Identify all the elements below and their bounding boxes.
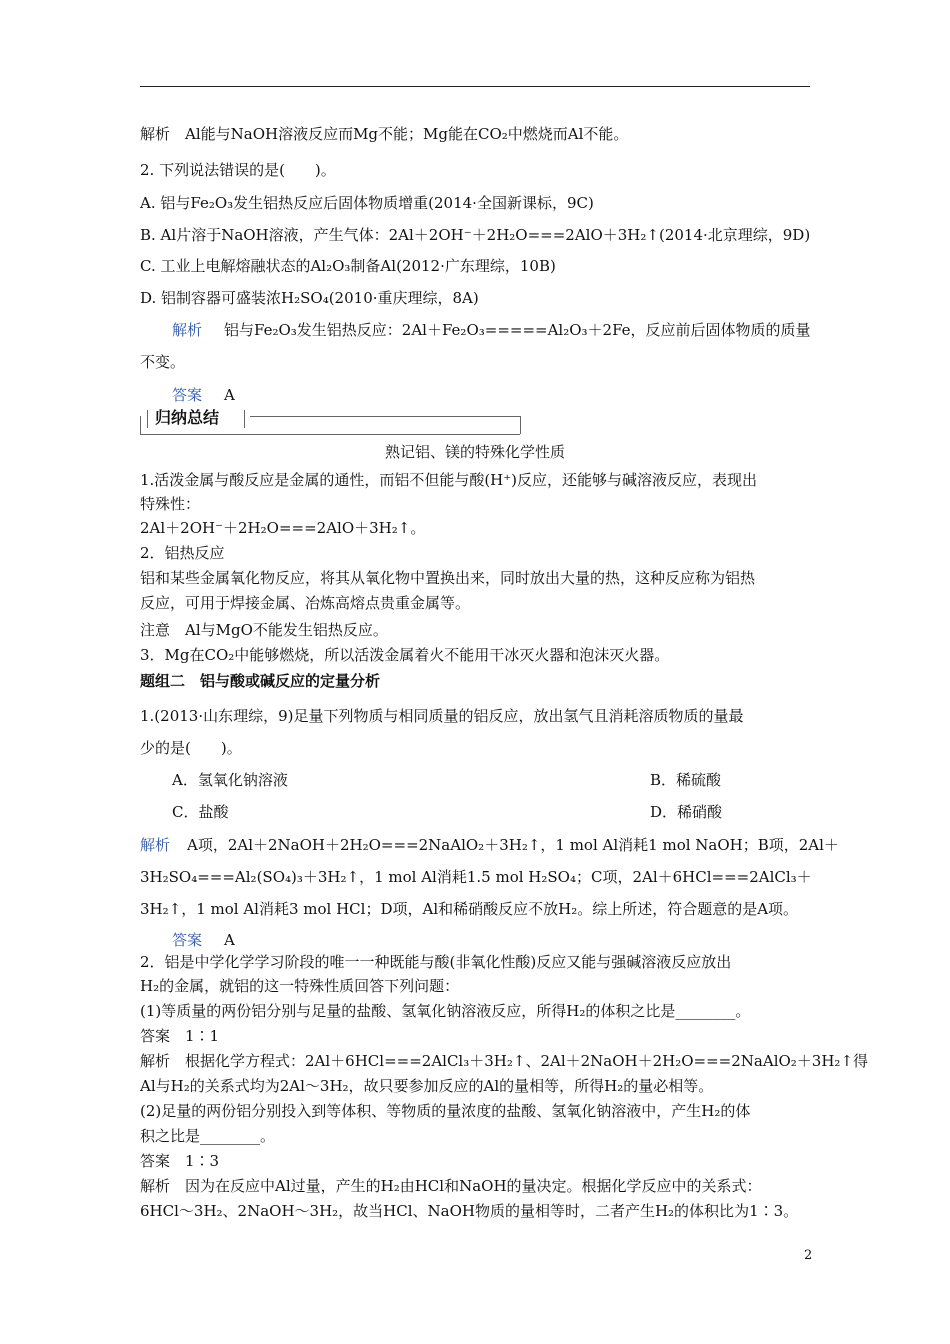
option-b: B. Al片溶于NaOH溶液，产生气体：2Al＋2OH⁻＋2H₂O===2AlO＋3H₂↑(2014·北京理综，9D) (140, 226, 811, 244)
header-rule (140, 86, 810, 87)
q1-analysis-label: 解析 (140, 836, 171, 854)
equation-line: 2Al＋2OH⁻＋2H₂O===2AlO＋3H₂↑。 (140, 519, 426, 537)
section-heading: 熟记铝、镁的特殊化学性质 (384, 443, 565, 461)
analysis-line: 解析 Al能与NaOH溶液反应而Mg不能；Mg能在CO₂中燃烧而Al不能。 (140, 125, 629, 143)
question-line: 2. 下列说法错误的是( )。 (140, 161, 336, 179)
q2-line: 2．铝是中学化学学习阶段的唯一一种既能与酸(非氧化性酸)反应又能与强碱溶液反应放出 (140, 953, 732, 971)
answer-value: A (224, 386, 235, 404)
q2-part2-answer: 答案 1∶3 (140, 1152, 220, 1170)
option-c: C. 工业上电解熔融状态的Al₂O₃制备Al(2012·广东理综，10B) (140, 257, 556, 275)
page-number: 2 (804, 1248, 813, 1263)
q2-part2-analysis: 解析 因为在反应中Al过量，产生的H₂由HCl和NaOH的量决定。根据化学反应中的关系式： (140, 1177, 762, 1195)
answer-label: 答案 (172, 386, 203, 404)
q2-line-cont: H₂的金属，就铝的这一特殊性质回答下列问题： (140, 977, 460, 995)
option-a: A. 铝与Fe₂O₃发生铝热反应后固体物质增重(2014·全国新课标，9C) (140, 194, 594, 212)
q1-answer-value: A (224, 931, 235, 949)
point-1: 1.活泼金属与酸反应是金属的通性，而铝不但能与酸(H⁺)反应，还能够与碱溶液反应，表现出 (140, 471, 758, 489)
analysis-text-cont: 不变。 (140, 353, 186, 371)
q2-part1-analysis-cont: Al与H₂的关系式均为2Al～3H₂，故只要参加反应的Al的量相等，所得H₂的量必相等。 (140, 1077, 714, 1095)
point-2: 2．铝热反应 (140, 544, 225, 562)
analysis-text: 铝与Fe₂O₃发生铝热反应：2Al＋Fe₂O₃=====Al₂O₃＋2Fe，反应前后固体物质的质量 (224, 321, 811, 339)
q2-part1-answer: 答案 1∶1 (140, 1027, 220, 1045)
q1-option-a: A．氢氧化钠溶液 (172, 771, 288, 789)
q1-option-d: D．稀硝酸 (650, 803, 723, 821)
q2-part1-analysis: 解析 根据化学方程式：2Al＋6HCl===2AlCl₃＋3H₂↑、2Al＋2NaOH＋2H₂O===2NaAlO₂＋3H₂↑得 (140, 1052, 869, 1070)
q2-part2-cont: 积之比是________。 (140, 1127, 276, 1145)
point-2-text-cont: 反应，可用于焊接金属、冶炼高熔点贵重金属等。 (140, 594, 471, 612)
point-3: 3．Mg在CO₂中能够燃烧，所以活泼金属着火不能用干冰灭火器和泡沫灭火器。 (140, 646, 670, 664)
q2-part1: (1)等质量的两份铝分别与足量的盐酸、氢氧化钠溶液反应，所得H₂的体积之比是________。 (140, 1002, 751, 1020)
summary-title: 归纳总结 (155, 408, 220, 427)
option-d: D. 铝制容器可盛装浓H₂SO₄(2010·重庆理综，8A) (140, 289, 479, 307)
q2-part2-analysis-cont: 6HCl～3H₂、2NaOH～3H₂，故当HCl、NaOH物质的量相等时，二者产生H₂的体积比为1∶3。 (140, 1202, 799, 1220)
point-1-cont: 特殊性： (140, 495, 201, 513)
analysis-label: 解析 (172, 321, 203, 339)
q1-option-b: B．稀硫酸 (650, 771, 722, 789)
q1-analysis-cont2: 3H₂↑，1 mol Al消耗3 mol HCl；D项，Al和稀硝酸反应不放H₂。综上所述，符合题意的是A项。 (140, 900, 799, 918)
q1-line-cont: 少的是( )。 (140, 739, 242, 757)
q2-part2: (2)足量的两份铝分别投入到等体积、等物质的量浓度的盐酸、氢氧化钠溶液中，产生H₂的体 (140, 1102, 751, 1120)
point-2-text: 铝和某些金属氧化物反应，将其从氧化物中置换出来，同时放出大量的热，这种反应称为铝热 (140, 569, 756, 587)
q1-analysis-cont1: 3H₂SO₄===Al₂(SO₄)₃＋3H₂↑，1 mol Al消耗1.5 mol H₂SO₄；C项，2Al＋6HCl===2AlCl₃＋ (140, 868, 812, 886)
q1-answer-label: 答案 (172, 931, 203, 949)
group-heading: 题组二 铝与酸或碱反应的定量分析 (140, 672, 381, 690)
note-line: 注意 Al与MgO不能发生铝热反应。 (140, 621, 388, 639)
q1-option-c: C．盐酸 (172, 803, 229, 821)
q1-analysis-text: A项，2Al＋2NaOH＋2H₂O===2NaAlO₂＋3H₂↑，1 mol Al消耗1 mol NaOH；B项，2Al＋ (172, 836, 839, 854)
q1-line: 1.(2013·山东理综，9)足量下列物质与相同质量的铝反应，放出氢气且消耗溶质物质的量最 (140, 707, 744, 725)
